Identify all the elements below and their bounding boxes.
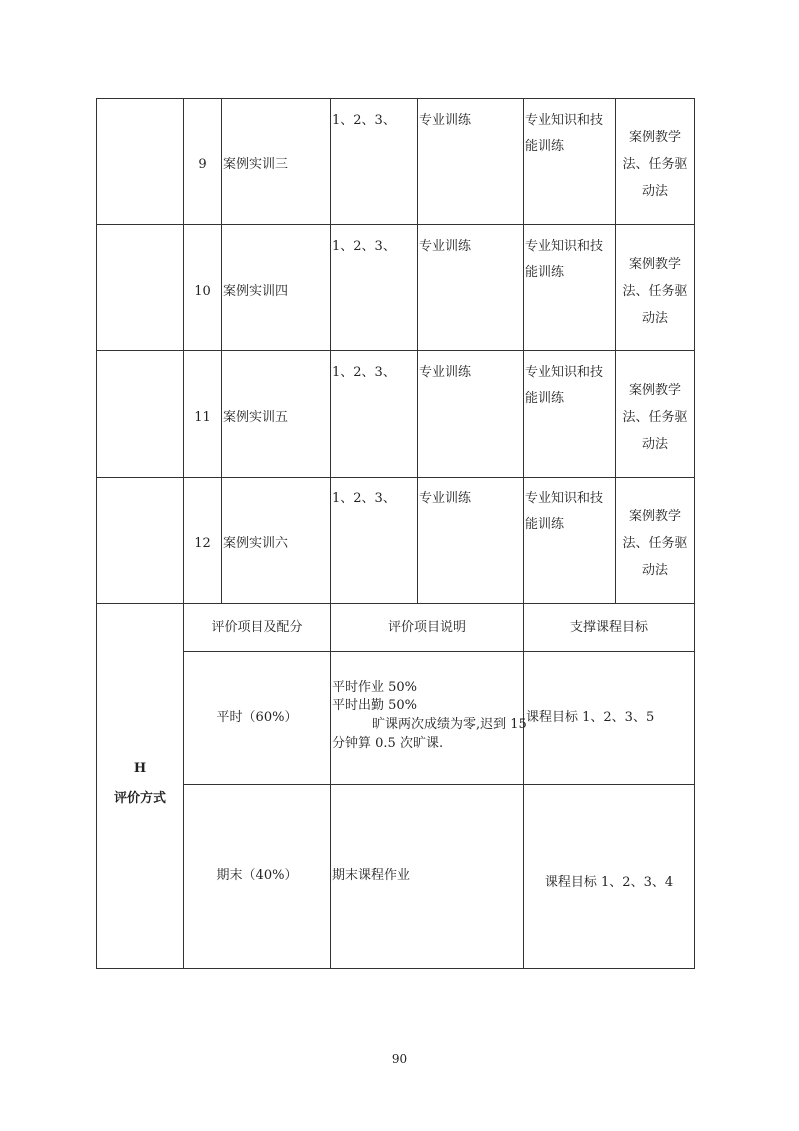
row-content: 专业知识和技 (525, 113, 604, 128)
row-type: 专业训练 (419, 113, 472, 128)
row-method: 案例教学 (628, 257, 681, 272)
eval-description: 平时出勤 50% (332, 698, 418, 713)
row-number: 10 (194, 284, 211, 299)
row-divider (96, 98, 695, 99)
section-title: 评价方式 (113, 791, 166, 806)
col-divider (523, 98, 524, 969)
row-content: 能训练 (525, 517, 565, 532)
row-content: 专业知识和技 (525, 491, 604, 506)
row-divider (96, 603, 695, 604)
row-type: 专业训练 (419, 491, 472, 506)
row-method: 动法 (641, 184, 668, 199)
row-title: 案例实训三 (223, 157, 289, 172)
row-divider (183, 651, 695, 652)
col-divider (221, 98, 222, 604)
row-title: 案例实训五 (223, 410, 289, 425)
row-method: 法、任务驱 (622, 410, 688, 425)
eval-description: 期末课程作业 (332, 868, 411, 883)
eval-description: 旷课两次成绩为零,迟到 15 (372, 717, 527, 732)
header-eval-description: 评价项目说明 (387, 620, 466, 635)
col-divider (330, 98, 331, 969)
row-targets: 1、2、3、 (332, 365, 396, 380)
row-targets: 1、2、3、 (332, 239, 396, 254)
row-method: 动法 (641, 563, 668, 578)
row-targets: 1、2、3、 (332, 491, 396, 506)
row-content: 能训练 (525, 265, 565, 280)
table-border-left (96, 98, 97, 969)
header-eval-item: 评价项目及配分 (211, 620, 303, 635)
row-type: 专业训练 (419, 365, 472, 380)
row-divider (96, 477, 695, 478)
eval-item: 期末（40%） (216, 868, 298, 883)
table-border-right (694, 98, 695, 969)
row-title: 案例实训四 (223, 284, 289, 299)
row-number: 9 (198, 157, 207, 172)
row-number: 11 (194, 410, 211, 425)
eval-description: 分钟算 0.5 次旷课. (332, 736, 444, 751)
eval-item: 平时（60%） (216, 710, 298, 725)
row-method: 动法 (641, 437, 668, 452)
row-divider (96, 350, 695, 351)
row-targets: 1、2、3、 (332, 113, 396, 128)
row-content: 专业知识和技 (525, 365, 604, 380)
row-divider (183, 784, 695, 785)
table-border-bottom (96, 968, 695, 969)
row-number: 12 (194, 536, 211, 551)
row-type: 专业训练 (419, 239, 472, 254)
row-method: 法、任务驱 (622, 157, 688, 172)
eval-support: 课程目标 1、2、3、4 (544, 875, 674, 890)
page-number: 90 (391, 1052, 408, 1066)
row-content: 专业知识和技 (525, 239, 604, 254)
row-method: 案例教学 (628, 130, 681, 145)
row-title: 案例实训六 (223, 536, 289, 551)
row-method: 动法 (641, 311, 668, 326)
row-divider (96, 224, 695, 225)
col-divider (417, 98, 418, 604)
row-method: 法、任务驱 (622, 284, 688, 299)
eval-description: 平时作业 50% (332, 680, 418, 695)
row-method: 案例教学 (628, 509, 681, 524)
row-content: 能训练 (525, 391, 565, 406)
row-content: 能训练 (525, 139, 565, 154)
header-eval-support: 支撑课程目标 (569, 620, 648, 635)
row-method: 案例教学 (628, 383, 681, 398)
eval-support: 课程目标 1、2、3、5 (526, 710, 655, 725)
row-method: 法、任务驱 (622, 536, 688, 551)
section-letter: H (133, 761, 147, 776)
